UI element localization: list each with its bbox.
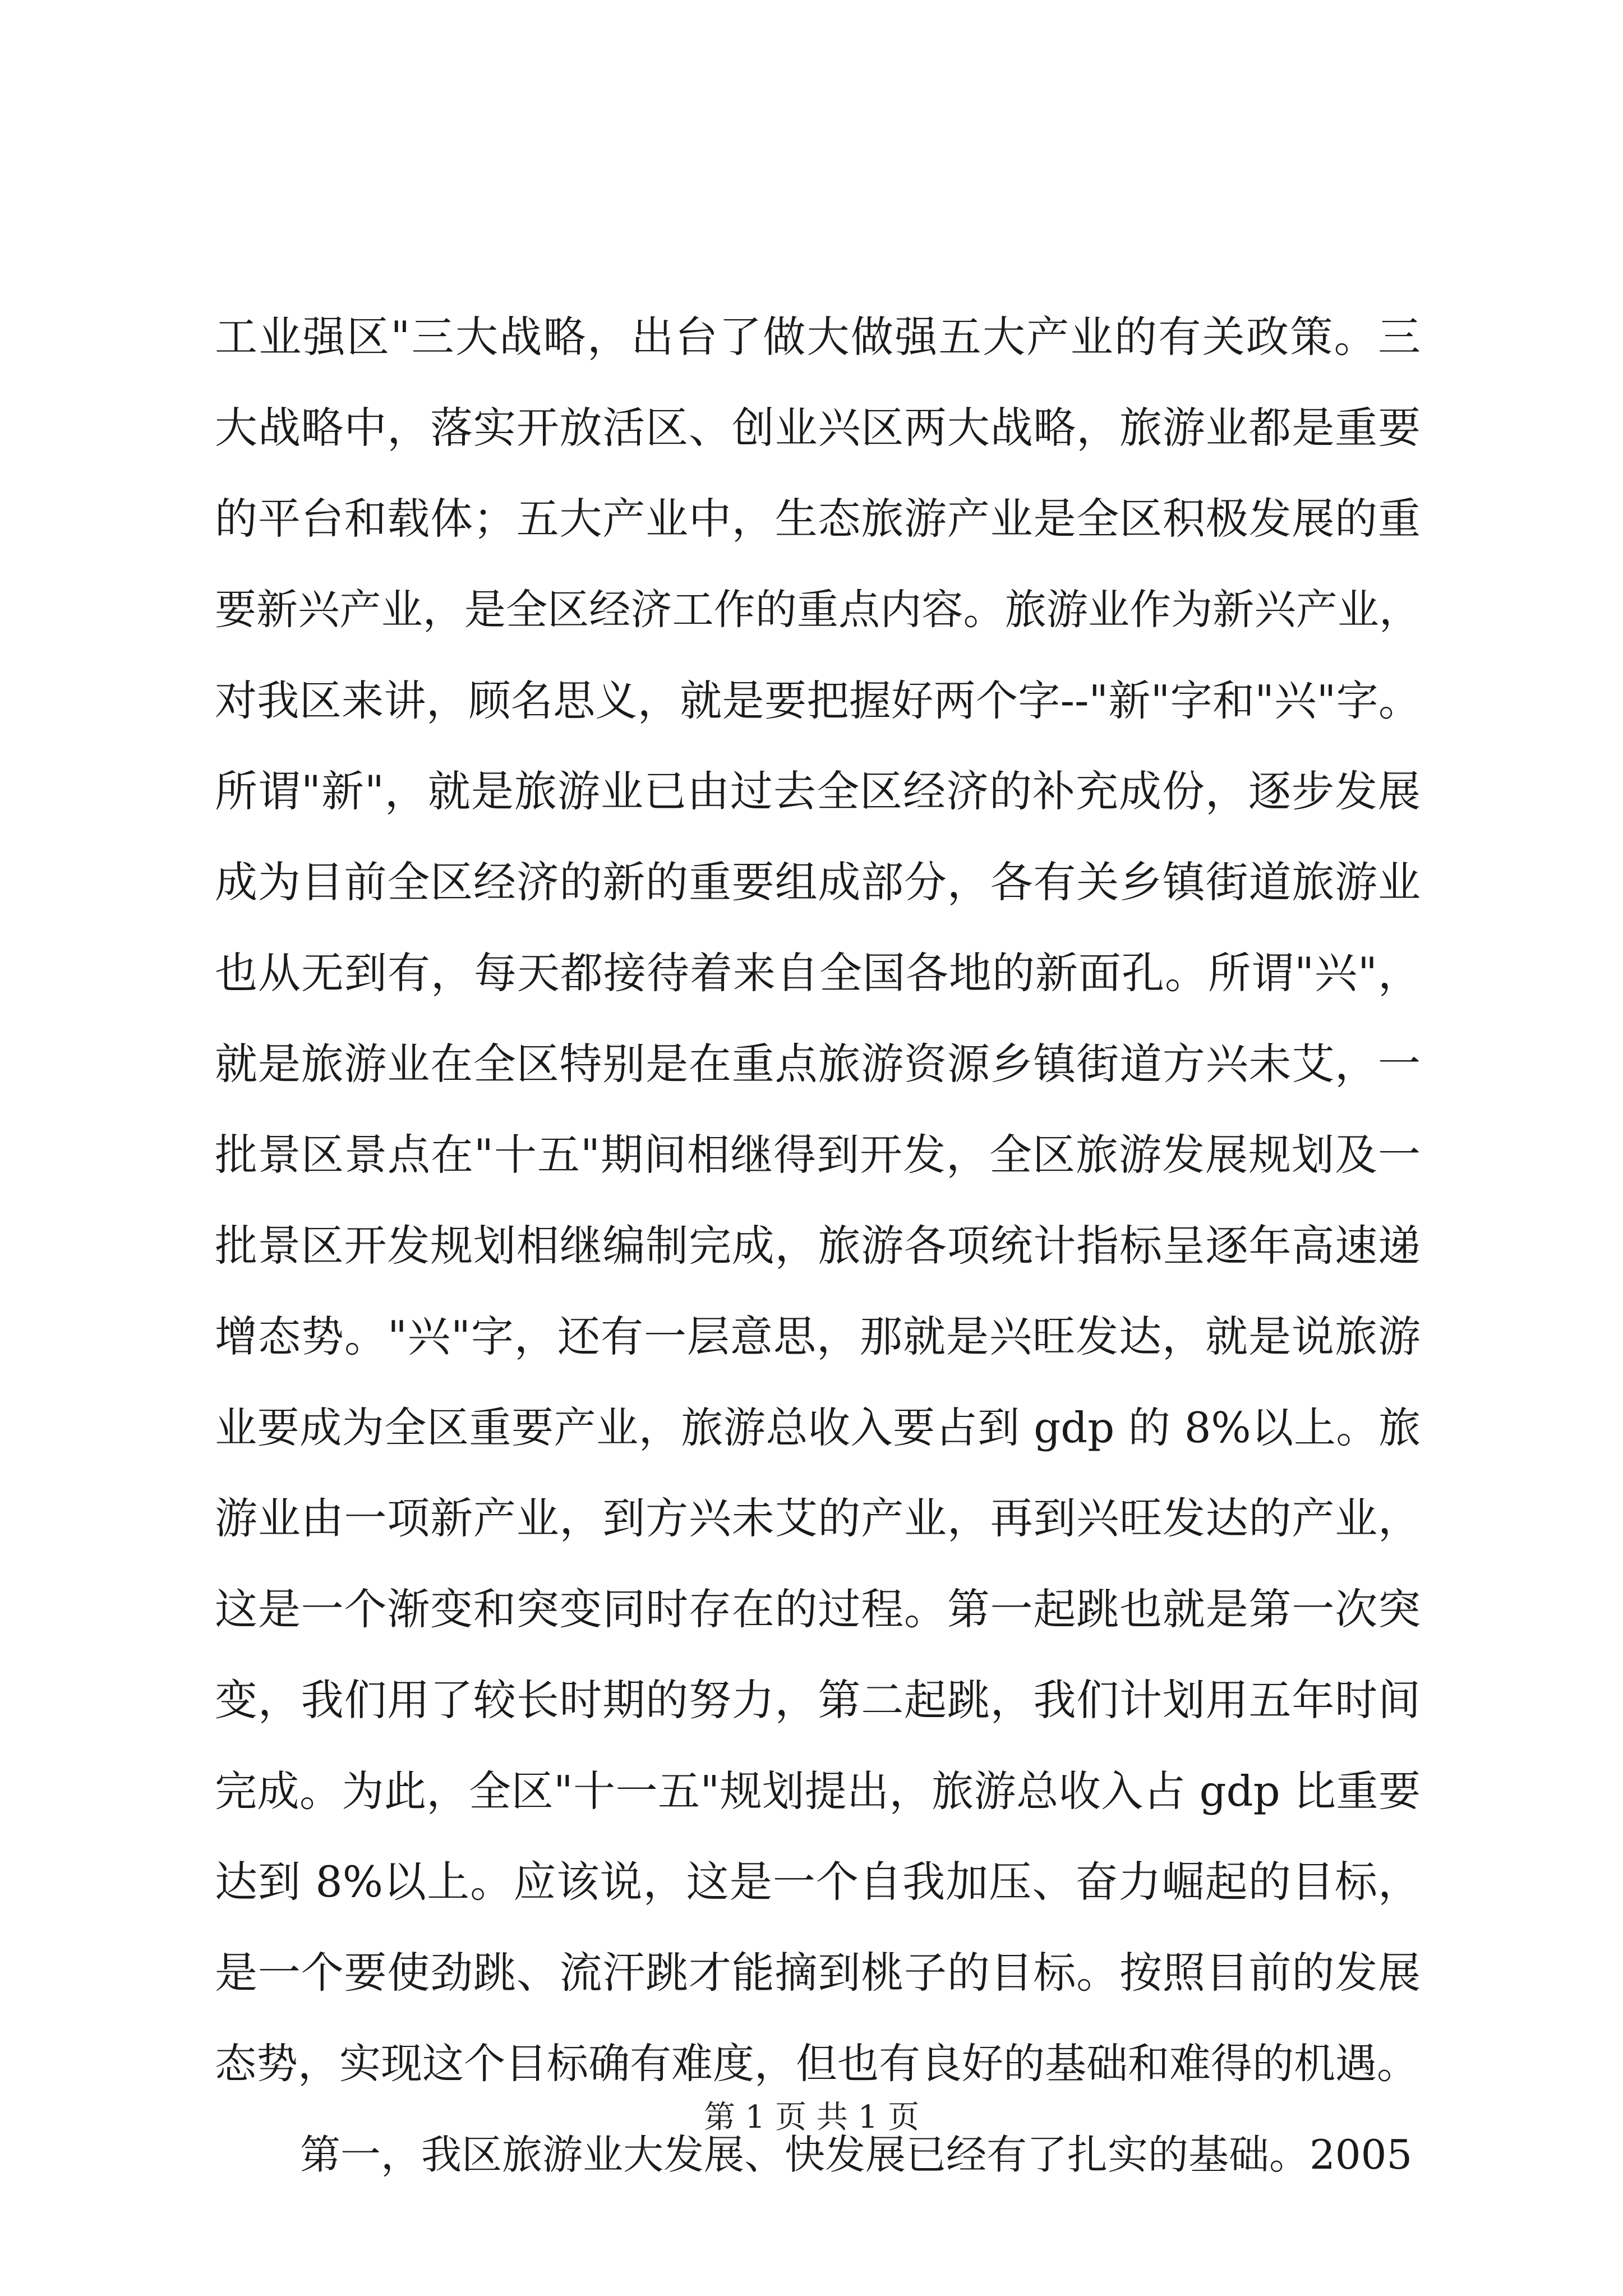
paragraph-1 — [215, 292, 1421, 2109]
text-line: 变，我们用了较长时期的努力，第二起跳，我们计划用五年时间 — [215, 1675, 1421, 1725]
text-line: 是一个要使劲跳、流汗跳才能摘到桃子的目标。按照目前的发展 — [215, 1948, 1421, 1998]
text-line: 业要成为全区重要产业，旅游总收入要占到 gdp 的 8%以上。旅 — [215, 1403, 1421, 1452]
text-line: 要新兴产业，是全区经济工作的重点内容。旅游业作为新兴产业， — [215, 586, 1421, 634]
text-line: 对我区来讲，顾名思义，就是要把握好两个字--"新"字和"兴"字。 — [215, 676, 1421, 725]
text-line: 态势，实现这个目标确有难度，但也有良好的基础和难得的机遇。 — [215, 2040, 1418, 2088]
text-line: 成为目前全区经济的新的重要组成部分，各有关乡镇街道旅游业 — [215, 857, 1421, 907]
text-line: 工业强区"三大战略，出台了做大做强五大产业的有关政策。三 — [215, 312, 1421, 362]
page-footer — [0, 2098, 1623, 2137]
text-line: 批景区景点在"十五"期间相继得到开发，全区旅游发展规划及一 — [215, 1130, 1421, 1180]
text-line: 批景区开发规划相继编制完成，旅游各项统计指标呈逐年高速递 — [215, 1221, 1421, 1271]
body-text — [215, 292, 1421, 2200]
text-line: 所谓"新"，就是旅游业已由过去全区经济的补充成份，逐步发展 — [215, 766, 1421, 816]
page-number-label: 第 1 页 共 1 页 — [703, 2099, 920, 2136]
text-line: 达到 8%以上。应该说，这是一个自我加压、奋力崛起的目标， — [215, 1857, 1421, 1907]
text-line: 第一，我区旅游业大发展、快发展已经有了扎实的基础。2005 — [300, 2131, 1413, 2178]
text-line: 的平台和载体；五大产业中，生态旅游产业是全区积极发展的重 — [215, 494, 1421, 544]
text-line: 也从无到有，每天都接待着来自全国各地的新面孔。所谓"兴"， — [215, 948, 1421, 998]
text-line: 增态势。"兴"字，还有一层意思，那就是兴旺发达，就是说旅游 — [215, 1312, 1421, 1361]
text-line: 这是一个渐变和突变同时存在的过程。第一起跳也就是第一次突 — [215, 1584, 1421, 1634]
text-line: 大战略中，落实开放活区、创业兴区两大战略，旅游业都是重要 — [215, 403, 1421, 453]
text-line: 完成。为此，全区"十一五"规划提出，旅游总收入占 gdp 比重要 — [215, 1766, 1421, 1816]
text-line: 就是旅游业在全区特别是在重点旅游资源乡镇街道方兴未艾，一 — [215, 1039, 1421, 1089]
text-line: 游业由一项新产业，到方兴未艾的产业，再到兴旺发达的产业， — [215, 1493, 1421, 1543]
